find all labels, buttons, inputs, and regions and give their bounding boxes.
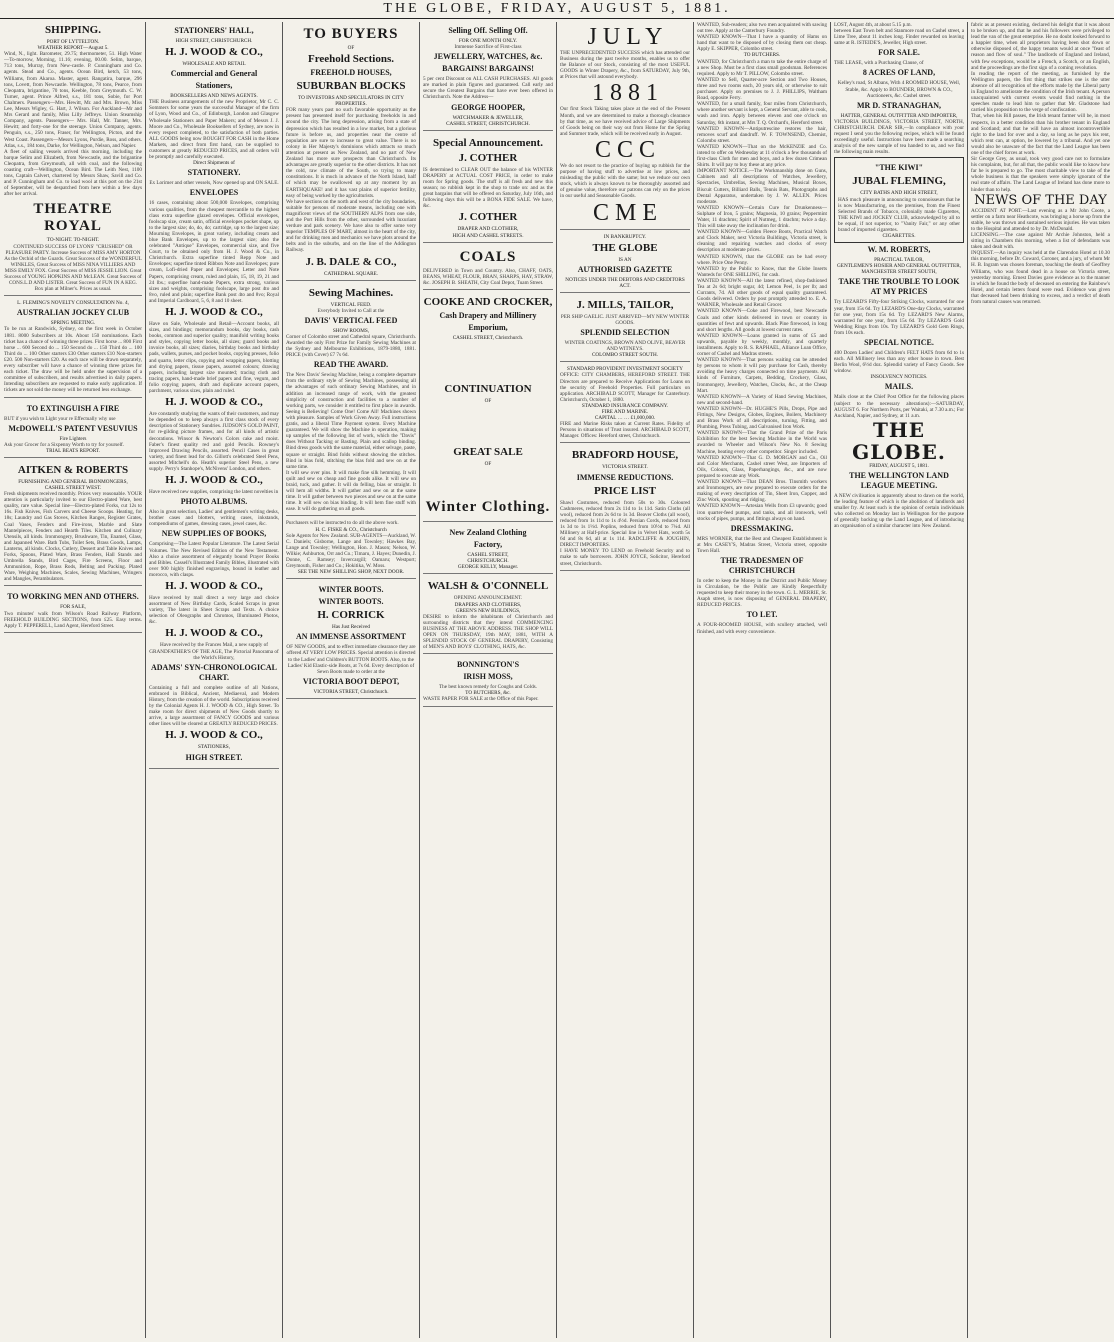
globe-title: THE GLOBE. <box>852 417 946 464</box>
standard-society: STANDARD PROVIDENT INVESTMENT SOCIETY <box>567 366 683 373</box>
working-heading: TO WORKING MEN AND OTHERS. <box>7 592 139 602</box>
stationery-heading: STATIONERY. <box>187 168 241 178</box>
winter-boots: WINTER BOOTS. <box>318 585 384 595</box>
factory-line: Factory, <box>473 540 503 550</box>
continuation-heading: CONTINUATION <box>444 382 532 395</box>
freehold-heading: Freehold Sections. <box>308 53 394 66</box>
wood-heading: H. J. WOOD & CO., <box>165 627 263 640</box>
friday-date: FRIDAY, AUGUST 5, 1881. <box>869 462 929 469</box>
corrick-heading: H. CORRICK <box>317 609 385 622</box>
gazette-line: AUTHORISED GAZETTE <box>577 264 673 274</box>
irish-moss: IRISH MOSS, <box>463 672 513 682</box>
one-month: FOR ONE MONTH ONLY. <box>458 38 518 44</box>
cooke-heading: COOKE AND CROCKER, <box>423 295 553 308</box>
cashel-line: CASHEL STREET WEST. <box>44 484 102 491</box>
dale-heading: J. B. DALE & CO., <box>305 255 397 268</box>
emporium-line: Emporium, <box>468 322 508 332</box>
column-5: J U L Y THE UNPRECEDENTED SUCCESS which has attended our Business during the past twelve months, enables us to offer the Balance of our Stock, consisting of the most USEFUL GOODS in Winter Drapery, &c., from SATURDAY, July 9th, at Prices that will astound everybody. 1 8 8 1 Our first Stock Taking takes place at the end of the Present Month, and we are determined to make a thorough clearance by that time, as we have received advice of Large Shipments of Goods being on their way out from Home for the Spring and Summer trade, which will be received early in August. C C C We do not resort to the practice of buying up rubbish for the purpose of having stuff to advertise at low prices, and misleading the public with the same; but we reduce our own stock, which is always known to be thoroughly assorted and of genuine value, therefore our patrons can rely on the prices in our useful and Seasonable Goods. C M E IN BANKRUPTCY. THE GLOBE IS AN AUTHORISED GAZETTE NOTICES UNDER THE DEBTORS AND CREDITORS ACT. J. MILLS, TAILOR, PER SHIP GAELIC. JUST ARRIVED—MY NEW WINTER GOODS. SPLENDID SELECTION WINTER COATINGS, BROWN AND OLIVE, BEAVER AND WITNEYS. COLOMBO STREET SOUTH. STANDARD PROVIDENT INVESTMENT SOCIETY OFFICE: CITY CHAMBERS, HEREFORD STREET. THE Directors are prepared to Receive Applications for Loans on the security of Freehold Properties. Full particulars on application. ARCHIBALD SCOTT, Manager for Canterbury. Christchurch, October 1, 1880. STANDARD INSURANCE COMPANY. FIRE AND MARINE. CAPITAL … … £1,000,000. FIRE and Marine Risks taken at Current Rates. Fidelity of Persons in situations of Trust insured. ARCHIBALD SCOTT, Manager. Offices: Hereford street, Christchurch. BRADFORD HOUSE, VICTORIA STREET. IMMENSE REDUCTIONS. PRICE LIST Shawl Costumes, reduced from 50s to 30s. Coloured Cashmeres, reduced from 2s 11d to 1s 11d. Satin Cloths (all wool), reduced from 2s 6d to 1s 3d. Beaver Cloths (all wool), reduced from 1s 11d to 1s 4½d. Persian Cords, reduced from 1s 3d to 1s 1½d. Poplins, reduced from 10½d to 7¼d. All Millinery at Half-price. Special line in Velvet Hats, worth 5s 6d and 8s 6d, all at 1s 11d. RADCLIFFE & JOUGHIN, DIRECT IMPORTERS. I HAVE MONEY TO LEND on Freehold Security and to make to safe borrowers. JOHN JOYCE, Solicitor, Hereford street, Christchurch. <box>560 22 690 1338</box>
tradesmen-heading: THE TRADESMEN OF CHRISTCHURCH <box>720 555 804 575</box>
column-3: TO BUYERS OF Freehold Sections. FREEHOLD HOUSES, SUBURBAN BLOCKS TO INVESTORS AND SPECULATORS IN CITY PROPERTIES. FOR many years past no such favorable opportunity as the present has presented itself for purchasing freeholds in and around the city. The long depression, arising from a state of depression which has resulted in a low market, but a glorious future is before us, and properties near the centre of population are sure to increase to great value. There is no colony in Her Majesty's dominions which attracts so much attention at present as New Zealand, and no part of New Zealand has more sure prospects than Christchurch. Its advantages are greatly superior to the other districts. It has not the cold, raw climate of the South, so trying to many constitutions. It is much in advance of the North Island, half of which may be swallowed up at any moment by an EARTHQUAKE! and it has vast plains of superior fertility, easy of being worked by the agriculturists. We have sections on the north and west of the city boundaries, suitable for persons of moderate means, including one with magnificent views of the SOUTHERN ALPS from one side, and the Port Hills from the other, surrounded with luxuriant verdure and park scenery. We have also to offer some very superior TEMPLES OF MART, almost in the heart of the city, and for drinking men and mechanics we have plots around the belts and in the suburbs, and on the line of the Addington Railway. J. B. DALE & CO., CATHEDRAL SQUARE. Sewing Machines. VERTICAL FEED. Everybody Invited to Call at the DAVIS' VERTICAL FEED SHOW ROOMS, Corner of Colombo street and Cathedral square, Christchurch. Awarded the only First Prize for Family Sewing Machines at the Sydney and Melbourne Exhibitions, 1879-1880, 1881. PRICE (with Cover) £7 7s 6d. READ THE AWARD. The New Davis' Sewing Machine, being a complete departure from the ordinary style of Sewing Machines, possessing all the advantages of such ordinary Sewing Machines, and in addition an increased range of work, with the greatest simplicity of construction and facilities to a number of working parts, we consider it entitled to first place in awards. Seeing is Believing! Come One! Come All! Machines shown with pleasure. Samples of Work Given Away. Full instructions gratis, and a liberal Time Payment system. Every Machine guaranteed. We will show the Machine in operation, making up samples of the following list of work, which the "Davis" does Without Tacking or Basting. Plain and scallop binding. Bind dress goods with the same material, either selvage, paste, square or straight. Bind folds without showing the stitches. Bind in bias fold, stitching the bias fold and sew on at the same time. It will sew over pins. It will make fine silk hemming. It will quilt and sew on cheap and fine goods alike. It will sew on braid, tuck, and gather. It will do felling, bias or straight. It will hem all widths. It will gather and sew on at the same time. It will gather between two pieces and sew on at the same time. It will sew on bias binding. It will hem fine stuff with ease. It will do gathering on all goods. Purchasers will be instructed to do all the above work. H. C. FISKE & CO., Christchurch Sole Agents for New Zealand. SUB-AGENTS—Auckland, W. C. Daniels; Gisborne, Lange and Townley; Hawkes Bay, Lange and Townley; Wellington, Hon. J. Mason; Nelson, W. Wilkie; Ashburton, Orr and Co.; Timaru, J. Hayes; Dunedin, J. Donne, C. Ramsey; Invercargill; Oamaru; Westport; Greymouth, Fisher and Co.; Hokitika, W. Moss. SEE THE NEW SHILLING SHOP, NEXT DOOR. WINTER BOOTS. WINTER BOOTS. H. CORRICK Has Just Received AN IMMENSE ASSORTMENT OF NEW GOODS, and to effect immediate clearance they are offered AT VERY LOW PRICES. Special attention is directed to the Ladies' and Children's BUTTON BOOTS. Also, to the Ladies' Kid Elastic-side Boots, at 7s 6d. Every description of Sewn Boots made to order at the VICTORIA BOOT DEPOT, VICTORIA STREET, Christchurch. <box>286 22 416 1338</box>
coals-heading: COALS <box>459 248 517 265</box>
globe-heading: THE GLOBE <box>592 241 658 254</box>
wood-heading: H. J. WOOD & CO., <box>165 474 263 487</box>
high-street: HIGH STREET, CHRISTCHURCH. <box>175 38 253 44</box>
colombo-south: COLOMBO STREET SOUTH. <box>591 352 659 359</box>
insurance-company: STANDARD INSURANCE COMPANY. <box>581 402 669 409</box>
stationers-line: Stationers, <box>195 81 233 91</box>
mails-heading: MAILS. <box>884 382 914 392</box>
special-notice: SPECIAL NOTICE. <box>864 338 934 347</box>
cother-heading: J. COTHER <box>458 151 518 164</box>
theatre-heading: THEATRE ROYAL <box>33 201 113 235</box>
davis-heading: DAVIS' VERTICAL FEED <box>304 315 398 325</box>
commercial-line: Commercial and General <box>170 69 258 79</box>
christchurch-line: CHRISTCHURCH. <box>467 558 509 565</box>
winter-clothing: Winter Clothing. <box>425 499 551 516</box>
jubal-heading: JUBAL FLEMING, <box>852 175 946 188</box>
walsh-heading: WALSH & O'CONNELL <box>427 580 549 593</box>
notices-line: NOTICES UNDER THE DEBTORS AND CREDITORS ACT. <box>565 276 685 289</box>
furnishing-line: FURNISHING AND GENERAL IRONMONGERS, <box>18 478 128 485</box>
fire-lighters: Fire Lighters <box>59 435 87 442</box>
shipping-text: Wind, N., light. Barometer, 29.75; thermometer, 51. High Water—To-morrow, Morning, 11.16; evening, 00.00. Selim, barque, 713 tons, Murray, from New-castle. P. Cunningham and Co. agents. Stead and Co., agents. Ocean Bird, ketch, 53 tons, Williams, from Akaroa. Master, agent. Rangatira, barque, 296 tons, Lovett, from Newcastle. Wellington, 78 tons, Pearce, from Cleopatra, brigantine, 70 tons, Keeble, from Greymouth. C. W. Turner, agent. Prince Alfred, s.s., 181 tons, Sobie, for Port Chalmers. Passengers—Mrs. Hewitt, Mr. and Mrs. Brown, Miss Lee, Messrs Wigley, G. Hart, J. Wilson. For Auckland—Mr and Mrs Gerard and family, Miss Lilly Jeffreys. Union Steamship Company, agents. Passengers— Mrs. Hall, Mr. Tanner, Mrs. Hewitt; and forty-one for the steerage. Union Company, agents. Penguin, s.s., 250 tons, Fraser, for Wellington, Picton, and the West Coast. Passengers—Messrs Lyons, Purdie, Ross, and others. Atlas, s.s., 184 tons, Darke, for Wellington, Nelson, and Napier. <box>4 51 142 149</box>
houses-heading: FREEHOLD HOUSES, <box>310 68 392 78</box>
bradford-heading: BRADFORD HOUSE, <box>571 449 679 462</box>
lost-notice: LOST, August 4th, at about 5.15 p.m. <box>834 22 912 28</box>
adams-heading: ADAMS' SYN-CHRONOLOGICAL CHART. <box>150 662 277 682</box>
masthead: THE GLOBE, FRIDAY, AUGUST 5, 1881. <box>0 0 1114 19</box>
immense-line: AN IMMENSE ASSORTMENT <box>296 632 406 642</box>
wood-heading: H. J. WOOD & CO., <box>165 46 263 59</box>
showrooms-line: SHOW ROOMS, <box>332 327 370 334</box>
column-7: LOST, August 4th, at about 5.15 p.m. between East Town belt and Stanmore road on Cashel street, a Lime Tree, about 11 inches long. Finder rewarded on leaving same at R. ISTEIDE'S, Jeweller, High street. FOR SALE. THE LEASE, with a Purchasing Clause, of 8 ACRES OF LAND, Kelley's road, St Albans, With 4 ROOMED HOUSE, Well, Stable, &c. Apply to BOUNDER, BROWN & CO., Auctioneers, &c. Cashel street. MR D. STRANAGHAN, HATTER, GENERAL OUTFITTER AND IMPORTER, VICTORIA BUILDINGS, VICTORIA STREET, NORTH, CHRISTCHURCH. DEAR SIR,—In compliance with your request I send you the following recipes, which will be found exceedingly useful. Instructions have been made a searching analysis of the new sample of tea handed to us, and we find the following main results. "THE KIWI" JUBAL FLEMING, CITY BATHS AND HIGH STREET, HAS much pleasure in announcing to connoisseurs that he is now Manufacturing, on the premises, from the Finest Selected Brands of Tobacco, colonially made Cigarettes, THE KIWI and JOCKEY CLUB, acknowledged by all to be equal, if not superior, to "Vanity Fair," or any other brand of imported cigarettes. CIGARETTES. W. M. ROBERTS, PRACTICAL TAILOR, GENTLEMEN'S HOSIER AND GENERAL OUTFITTER, MANCHESTER STREET SOUTH, TAKE THE TROUBLE TO LOOK AT MY PRICES Try LEZARD'S Fifty-four Striking Clocks, warranted for one year, from 15s 6d. Try LEZARD'S One-day Clocks, warranted for one year, from 15s 6d. Try LEZARD'S New Alarms, warranted for one year, from 15s 6d. Try LEZARD'S Gold Wedding Rings from 10s. Try LEZARD'S Gold Gem Rings, from 10s each. SPECIAL NOTICE. 400 Dozen Ladies' and Children's FELT HATS from 6d to 1s each. All Millinery less than any other house in town. Best Berlin Wool, 6½d doz. Splendid variety of Fancy Goods. See window. INSOLVENCY NOTICES. MAILS. Mails close at the Chief Post Office for the following places (subject to the necessary alterations):—SATURDAY, AUGUST 6. For Northern Ports, per Waitaki, at 7.30 a.m.; For Auckland, Napier, and Sydney, at 11 a.m. THE GLOBE. FRIDAY, AUGUST 5, 1881. THE WELLINGTON LAND LEAGUE MEETING. A NEW civilisation is apparently about to dawn on the world, the leading feature of which is the abolition of landlords and smaller fry. At least such is the opinion of certain individuals who collected on Monday last in Wellington for the purpose of generally backing up the Land League, and of introducing an organisation of a similar character into New Zealand. <box>834 22 964 530</box>
column-6: WANTED, Sub-readers; also two men acquainted with sawing out tree. Apply at the Canterbury Foundry. WANTED KNOWN—That I have a quantity of Hams on hand that want to be disposed of by closing them out cheap. Apply E. SKIPPER, Colombo street. TO BUTCHERS. WANTED, for Christchurch a man to take the entire charge of a new Shop. Must be a first class small goodsman. References required. Apply to Mr T. PILLOW, Colombo street. WANTED to Sell, Quarter-acre Section and Two Houses, three and two rooms each, 20 years old, or otherwise to suit purchaser. Apply on premises to J. J. PHILLIPS, Waltham Road, opposite Ferry. WANTED, for a small family, four miles from Christchurch, where another servant is kept, a General Servant, able to cook, wash and iron. Apply between eleven and one o'clock on Saturday, 6th instant, at Mrs T. Q. Orchard's, Hereford street. WANTED KNOWN—Antiputrescine restores the hair, removes scurf and dandruff. W. F. TOWNSEND, Chemist, Colombo street. WANTED KNOWN—That on the McKENZIE and Co. intend to offer on Wednesday at 11 o'clock a few thousands of first-class Cloth for men and boys, and a few dozen Crimean Shirts. It will pay to buy these at any price. IMPORTANT NOTICE.—The Workmanship done on Guns, Cabinets and all descriptions of Watches, Jewellery, Spectacles, Umbrellas, Sewing Machines, Musical Boxes, Biscuit Cutters, Billiard Balls, Tennis Bats, Photographs and Dental Apparatus, undertaken by J. W. ALLEN. Prices moderate. WANTED KNOWN—Certain Cure for Drunkenness—Sulphate of Iron, 5 grains; Magnesia, 10 grains; Peppermint Water, 11 drachms; Spirit of Nutmeg, 1 drachm; twice a day. This will take away the inclination for drink. WANTED KNOWN—Golden Fleece Boots, Practical Watch and Clock Maker, next Victoria Buildings, Victoria street, is cleaning and repairing watches and clocks of every description at moderate prices. WANTED KNOWN, that the GLOBE can be had every where. Price One Penny. WANTED by the Public to Know, that the Globe Inserts Wanteds for ONE SHILLING, for cash. WANTED KNOWN—All the latest refined, shop-fashioned Tea at 2s 6d; bright sugar, 4d; Lemon Peel, 1s per lb; and Currants, 7d. All other goods of equal quality guaranteed. Goods delivered. Orders by post promptly attended to. E. A. WARNER, Wholesale and Retail Grocer. WANTED KNOWN—Coke and Firewood, best Newcastle Coals and other kinds delivered in town or country in quantities of fewt and upwards. Black Pine firewood, in long and short lengths. All goods at lowest current rates. WANTED KNOWN—Loans granted in sums of £5 and upwards, payable by weekly, monthly, and quarterly installments. Apply to R. S. RAPHAEL, Alliance Loan Office, corner of Cashel and Madras streets. WANTED KNOWN—That persons waiting can be attended by persons to whom it will pay purchase for Cash, thereby avoiding the heavy charges connected on time payments. All kinds of Furniture, Carpets, Bedding, Crockery, Glass, Ironmongery, Jewellery, Watches, Clocks, &c., at the Cheap Mart. WANTED KNOWN—A Variety of Hand Sewing Machines, new and second-hand. WANTED KNOWN—Dr. HUGHE'S Pills, Drops, Pipe and Fittings, New Designs, Globes, Engines, Boilers, Machinery and Brass Work of all descriptions, turning, Fitting, and Plumbing, Press Tubing, and Galvanised Iron Work. WANTED KNOWN—That the Grand Prize of the Paris Exhibition for the best Sewing Machine in the World was awarded to Wheeler and Wilson's New No. 8 Sewing Machine, beating every other competitor. Singer included. WANTED KNOWN—That G. D. MORGAN and Co., Oil and Color Merchants, Cashel street West, are Importers of Oils, Colours, Glass, Paperhangings, &c., and are now prepared to execute any Work. WANTED KNOWN—That DEAN Bros. Tinsmith workers and Ironmongers, are now prepared to execute orders for the making of every description of Tin, Sheet Iron, Copper, and Zinc Work, spouting and ridging. WANTED KNOWN—Artesian Wells from £3 upwards; good iron quarter-feed pumps, and tanks, and all ironwork, well stocks of pipes, pumps, and fittings always on hand. DRESSMAKING. MRS WORNER, that the Best and Cheapest Establishment is at Mrs CASEY'S, Madras Street, Victoria street, opposite Town Hall. THE TRADESMEN OF CHRISTCHURCH In order to keep the Money in the District and Public Money in Circulation, be the Public are Kindly Respectfully requested to keep their money in the town. G. L. MERRIE, St. Asaph street, is now disposing of GENERAL DRAPERY, REDUCED PRICES. TO LET. A FOUR-ROOMED HOUSE, with scullery attached, well finished, and with every convenience. <box>697 22 827 635</box>
reductions-line: IMMENSE REDUCTIONS. <box>576 472 674 482</box>
extinguish-heading: TO EXTINGUISH A FIRE <box>26 403 120 413</box>
column-8: fabric as at present existing, declared his delight that it was about to be broken up, and that he and his followers were privileged to lead the van of the great enterprise. He no doubt looked forward to a happier time, when all proprietors having been shot down or otherwise disposed of, the happy tenants would at once "feast of reason and flow of soul." The landlords of England and Ireland, with few exceptions, would be a French, a Scotch, or an English, and the proceedings are the first sign of a coming revolution. In reading the report of the meeting, as furnished by the Wellington papers, the first thing that strikes one is the utter absence of all recognition of the efforts made by the Liberal party in England to ameliorate the condition of the Irish tenant. A person unacquainted with current events would find nothing in the speeches made to lead him to gather that Mr. Gladstone had carried his proposition to the verge of confiscation. That, when his Bill passes, the Irish tenant farmer will be, in most respects, in a better condition than his brother tenant in England and Scotland; and that he will have an almost incontrovertible right to the land for over and a day, so long as he pays his rent, which rent can, at option, be lowered by a tribunal. And yet one would also be unaware of the fact that the Land League has been one of the chief forces at work. Sir George Grey, as usual, took very good care not to formulate his complaints, but, for all that, the public would like to know how far he is prepared to go. The most charitable view to take of the whole business is that the speakers were simply ignorant of the real state of affairs. The Land League of Ireland has done more to hinder than to help. NEWS OF THE DAY ACCIDENT AT PORT.—Last evening as a Mr John Coote, a settler on a farm near Heathcote, was bringing a horse up from the stable, he was thrown and sustained serious injuries. He was taken to the Hospital and attended to by Dr. McDonald. LICENSING.—The case against Mr Archie Johnston, held a sitting in Chambers this morning, when a list of defendants was taken and dealt with. INQUEST.—An inquiry was held at the Clarendon Hotel at 10.30 this morning, before Dr. Coward, Coroner, and a jury, of whom Mr H. B. Ingram was chosen foreman, touching the death of Geoffrey Williams, who was found dead in a house on Victoria street, yesterday morning. Ernest Davies gave evidence as to the manner in which he found the body of deceased on entering the Rainbow's Hotel, and certain letters found were read. Evidence was given that deceased had been drinking to excess, and a verdict of death from natural causes was returned. <box>971 22 1110 306</box>
drapers-line: DRAPERS AND CLOTHIERS, <box>454 601 522 608</box>
aitken-heading: AITKEN & ROBERTS <box>17 463 129 476</box>
great-sale-heading: GREAT SALE <box>453 446 523 459</box>
trial-report: TRIAL BEATS REPORT. <box>45 447 100 454</box>
lease-line: THE LEASE, with a Purchasing Clause, of <box>834 60 924 67</box>
wood-heading: H. J. WOOD & CO., <box>165 729 263 742</box>
kiwi-heading: "THE KIWI" <box>874 163 924 173</box>
high-street-footer: HIGH STREET. <box>185 752 243 762</box>
mcdowell-heading: McDOWELL'S PATENT VESUVIUS <box>8 423 138 433</box>
consultation-heading: L. FLEMING'S NOVELTY CONSULTATION No. 4, <box>17 300 129 307</box>
port-heading: PORT OF LYTTELTON. <box>46 39 100 45</box>
victoria-street: VICTORIA STREET. <box>602 464 648 471</box>
to-let: TO LET. <box>746 610 778 620</box>
gents-line: GENTLEMEN'S HOSIER AND GENERAL OUTFITTER, <box>837 263 961 270</box>
read-award: READ THE AWARD. <box>313 360 389 370</box>
wood-heading: H. J. WOOD & CO., <box>165 396 263 409</box>
news-heading: NEWS OF THE DAY <box>974 192 1107 208</box>
victoria-depot: VICTORIA BOOT DEPOT, <box>302 676 400 686</box>
investors-line: TO INVESTORS AND SPECULATORS IN CITY PROPERTIES. <box>298 95 404 108</box>
year-heading: 1 8 8 1 <box>592 80 658 107</box>
selling-off: Selling Off. Selling Off. <box>448 26 528 35</box>
bankruptcy: IN BANKRUPTCY. <box>603 233 647 240</box>
practical-line: PRACTICAL TAILOR, <box>874 257 924 264</box>
vertical-line: VERTICAL FEED. <box>330 301 372 308</box>
wood-heading: H. J. WOOD & CO., <box>165 306 263 318</box>
column-4: Selling Off. Selling Off. FOR ONE MONTH ONLY. Immense Sacrifice of First-class JEWELLERY, WATCHES, &c. BARGAINS! BARGAINS! 5 per cent Discount on ALL CASH PURCHASES. All goods are marked in plain figures and guaranteed. Call early and secure the Greatest Bargains that have ever been offered in Christchurch. Note the Address— GEORGE HOOPER, WATCHMAKER & JEWELLER, CASHEL STREET, CHRISTCHURCH. Special Announcement. J. COTHER IS determined to CLEAR OUT the balance of his WINTER DRAPERY at ACTUAL COST PRICE, in order to make room for Spring goods. The stuff is all fresh and new this season; no rubbish kept in the shop to trade on: and as the great bargains that will be offered on Saturday, July 16th, and following days this will be a BONA FIDE SALE. We have, &c. J. COTHER DRAPER AND CLOTHIER, HIGH AND CASHEL STREETS. COALS DELIVERED in Town and Country. Also, CHAFF, OATS, BEANS, WHEAT, FLOUR, BRAN, SHARPS, HAY, STRAW, &c. JOSEPH B. SHEATH, City Coal Depot, Tuam Street. COOKE AND CROCKER, Cash Drapery and Millinery Emporium, CASHEL STREET, Christchurch. CONTINUATION OF GREAT SALE OF Winter Clothing. New Zealand Clothing Factory, CASHEL STREET, CHRISTCHURCH. GEORGE KELLY, Manager. WALSH & O'CONNELL OPENING ANNOUNCEMENT. DRAPERS AND CLOTHIERS, GREEN'S NEW BUILDINGS, DESIRE to inform the inhabitants of Christchurch and surrounding districts that they intend COMMENCING BUSINESS AT THE ABOVE ADDRESS. THE SHOP WILL OPEN ON THURSDAY, 19th MAY, 1881, WITH A SPLENDID STOCK OF GENERAL DRAPERY, Consisting of MEN'S AND BOYS' CLOTHING, HATS, &c. BONNINGTON'S IRISH MOSS, The best known remedy for Coughs and Colds. TO BUTCHERS, &c. WASTE PAPER FOR SALE at the Office of this Paper. <box>423 22 553 1338</box>
column-rule <box>556 22 557 1338</box>
shipping-heading: SHIPPING. <box>45 24 101 36</box>
watchmaker-line: WATCHMAKER & JEWELLER, <box>452 114 524 121</box>
column-rule <box>830 22 831 1338</box>
mills-heading: J. MILLS, TAILOR, <box>576 298 674 311</box>
stanghan-heading: MR D. STRANAGHAN, <box>857 100 941 110</box>
july-heading: J U L Y <box>587 24 663 50</box>
spring-meeting: SPRING MEETING. <box>50 320 96 327</box>
cother-heading: J. COTHER <box>458 211 518 224</box>
nz-clothing: New Zealand Clothing <box>449 528 527 538</box>
cashel-street: CASHEL STREET, <box>467 552 509 559</box>
fire-marine: FIRE AND MARINE. <box>601 409 649 415</box>
hooper-heading: GEORGE HOOPER, <box>451 102 525 112</box>
insolvency-notices: INSOLVENCY NOTICES. <box>870 374 928 381</box>
trouble-heading: TAKE THE TROUBLE TO LOOK AT MY PRICES <box>838 277 960 297</box>
manchester-line: MANCHESTER STREET SOUTH, <box>861 269 937 276</box>
bargains-line: BARGAINS! BARGAINS! <box>442 64 534 74</box>
winter-boots: WINTER BOOTS. <box>318 597 384 607</box>
cigarettes-line: CIGARETTES. <box>882 233 916 240</box>
special-announcement: Special Announcement. <box>432 136 543 149</box>
column-rule <box>282 22 283 1338</box>
land-league: THE WELLINGTON LAND LEAGUE MEETING. <box>849 470 949 490</box>
pratt-heading: W. M. ROBERTS, <box>867 245 931 255</box>
draper-line: DRAPER AND CLOTHIER, <box>457 226 519 233</box>
tonight-text: TO-NIGHT. TO-NIGHT. <box>46 237 100 244</box>
suburban-heading: SUBURBAN BLOCKS <box>296 80 406 93</box>
wholesale-line: WHOLESALE AND RETAIL <box>182 61 246 68</box>
column-rule <box>145 22 146 1338</box>
kelly-line: GEORGE KELLY, Manager. <box>457 564 519 571</box>
photo-heading: PHOTO ALBUMS. <box>180 497 248 507</box>
dressmaking-heading: DRESSMAKING. <box>730 523 794 533</box>
books-heading: NEW SUPPLIES OF BOOKS, <box>161 529 267 539</box>
column-rule <box>419 22 420 1338</box>
buyers-heading: TO BUYERS <box>303 26 399 42</box>
stationers-heading: STATIONERS' HALL, <box>174 26 254 35</box>
shipping-text: A fleet of sailing vessels arrived this morning, including the barque Selim and Elizabeth, from Newcastle, and the brigantine Cleopatra, from Greymouth, all with coal, and the following coasting craft—Wellington, Ocean Bird. The Leith Nest, 1100 tons, Captain Calvert, chartered by Messrs Shaw, Savill and Co. and P. Cunningham and Co. to load wool at this port on the 21st of September, will be despatched from here within a few days after her arrival. <box>4 148 142 198</box>
jewellery-line: JEWELLERY, WATCHES, &c. <box>433 52 543 62</box>
capital-line: CAPITAL … … £1,000,000. <box>594 415 656 422</box>
bonnington-heading: BONNINGTON'S <box>456 660 520 670</box>
greens-line: GREEN'S NEW BUILDINGS, <box>455 607 521 614</box>
price-list: PRICE LIST <box>593 484 657 497</box>
of-word: OF <box>347 45 355 51</box>
to-butchers: TO BUTCHERS, &c. <box>465 690 511 697</box>
four-roomed-house: A FOUR-ROOMED HOUSE, with scullery attached, well finished, and with every convenience. <box>697 622 827 635</box>
column-2: STATIONERS' HALL, HIGH STREET, CHRISTCHURCH. H. J. WOOD & CO., WHOLESALE AND RETAIL Commercial and General Stationers, BOOKSELLERS AND NEWS AGENTS. THE Business arrangements of the new Proprietor, Mr C. C. Sommers for some years the successful Manager of the firm of Lyon, Wood and Co., of Edinburgh, London and Glasgow Wholesale Stationers and Paper Makers; and of Messrs J. J. Moore and Co., Wholesale Booksellers of Sydney, are now in every respect completed, to the satisfaction of both parties. ALL GOODS being now BOUGHT FOR CASH in the Home Markets, and direct from first hand, can be supplied to customers at greatly REDUCED PRICES, and all orders will be promptly and carefully executed. Direct Shipments of STATIONERY. Ex Lorimer and other vessels, Now opened up and ON SALE. ENVELOPES 16 cases, containing about 500,000 Envelopes, comprising various qualities, from the cheapest mercantile to the highest class extra superfine glazed envelopes. Official envelopes, foolscap size, cream satin, official envelopes pocket shape, up to the largest size; do, do, do; cartridge, up to the largest size; Mourning Envelopes, in great variety, including cream and blue Bank Envelopes, up to the largest size; also the celebrated "Antique" Envelopes, commercial size, and five Court, to be obtained only from H. J. Wood & Co., in Christchurch. Extra superfine tinted Repp Note and Envelopes; superfine tinted Ribbon Note and Envelopes; pure cream, Lofi-dried Paper and Envelopes; Letter and Note Papers, comprising cream, ruled and plain, 15, 18, 19, 21 and 24 lbs.; superfine hand-made Papers, extra strong, various sizes and weights, comprising foolscape, large post 4to and 8vo, ruled and plain; superfine Bank post 4to and 8vo; Royal and Imperial Cardboard, 5, 6, 8 and 10 sheet. H. J. WOOD & CO., Have on Sale, Wholesale and Retail—Account books, all sizes, and bindings; memorandum books, day books, cash books, common and superior quality; manifold writing books and styles, copying letter books, all sizes; guard books and invoice books, all sizes; diaries, birthday books and birthday pads, wallets, purses, and pocket books, copying presses, folio and quarto, letter clips, copying and wrapping papers, blotting and drying papers, tissue papers, assorted colours; drawing papers, including largest size mounted; tracing cloth and tracing papers, hand-made brief papers and fine, vegum, and folio copying papers, draft and duplicate account papers, parchment, various sizes, plain and ruled. H. J. WOOD & CO., Are constantly studying the wants of their customers, and may be depended on to keep always a first class stock of every description of Stationery Sundries. JUDSON'S GOLD PAINT, for re-gilding picture frames, and for all kinds of artistic decorations. Winsor & Newton's Colors cake and moist. Faber's finest quality red and gold Pencils. Rowney's Improved Drawing Pencils, assorted. Pencil Cases in great variety, and finest lead for do. Gillott's celebrated Steel Pens, assorted Mitchell's do. Heath's superior Steel Pens, a new supply. Perry's Stanhope's, McNivens' London, and others. H. J. WOOD & CO., Have received new supplies, comprising the latest novelties in PHOTO ALBUMS. Also in great selection, Ladies' and gentlemen's writing desks, brother cases and blotters, writing cases, inkstands, compendiums of games, dressing cases, jewel cases, &c. NEW SUPPLIES OF BOOKS, Comprising—The Latest Popular Literature. The Latest Serial Volumes. The New Revised Edition of the New Testament. Also a choice assortment of elegantly bound Prayer Books and Bibles. Cassell's Illustrated Family Bibles, illustrated with over 900 highly finished engravings, bound in leather and morocco, with clasps. H. J. WOOD & CO., Have received by mail direct a very large and choice assortment of New Birthday Cards, Scaled Scraps in great variety, The latest in Sheet Scraps and Texts. A choice selection of Oleographs and Chromos, Illuminated Photos, &c. H. J. WOOD & CO., Have received by the Frances Mail, a new supply of GRANDFATHER'S OF THE AGE, The Pictorial Panorama of the World's History, ADAMS' SYN-CHRONOLOGICAL CHART. Containing a full and complete outline of all Nations, embraced in Biblical, Ancient, Mediaeval, and Modern History, from the creation of the world. Subscriptions received by the Colonial Agents H. J. WOOD & CO., High Street. To make room for direct shipments of New Goods shortly to arrive, a large assortment of FANCY GOODS and various other lines will be cleared at GREATLY REDUCED PRICES. H. J. WOOD & CO., STATIONERS, HIGH STREET. <box>149 22 279 1338</box>
city-baths: CITY BATHS AND HIGH STREET, <box>860 190 938 197</box>
sewing-heading: Sewing Machines. <box>308 286 394 299</box>
for-sale-heading: FOR SALE. <box>878 48 920 58</box>
envelopes-heading: ENVELOPES <box>189 188 239 198</box>
acres-heading: 8 ACRES OF LAND, <box>862 68 936 78</box>
cme-emblem: C M E <box>592 199 657 226</box>
ccc-emblem: C C C <box>594 136 656 163</box>
column-1: SHIPPING. PORT OF LYTTELTON. WEATHER REPORT—August 5. Wind, N., light. Barometer, 29.75; thermometer, 51. High Water—To-morrow, Morning, 11.16; evening, 00.00. Selim, barque, 713 tons, Murray, from New-castle. P. Cunningham and Co. agents. Stead and Co., agents. Ocean Bird, ketch, 53 tons, Williams, from Akaroa. Master, agent. Rangatira, barque, 296 tons, Lovett, from Newcastle. Wellington, 78 tons, Pearce, from Cleopatra, brigantine, 70 tons, Keeble, from Greymouth. C. W. Turner, agent. Prince Alfred, s.s., 181 tons, Sobie, for Port Chalmers. Passengers—Mrs. Hewitt, Mr. and Mrs. Brown, Miss Lee, Messrs Wigley, G. Hart, J. Wilson. For Auckland—Mr and Mrs Gerard and family, Miss Lilly Jeffreys. Union Steamship Company, agents. Passengers— Mrs. Hall, Mr. Tanner, Mrs. Hewitt; and forty-one for the steerage. Union Company, agents. Penguin, s.s., 250 tons, Fraser, for Wellington, Picton, and the West Coast. Passengers—Messrs Lyons, Purdie, Ross, and others. Atlas, s.s., 184 tons, Darke, for Wellington, Nelson, and Napier. A fleet of sailing vessels arrived this morning, including the barque Selim and Elizabeth, from Newcastle, and the brigantine Cleopatra, from Greymouth, all with coal, and the following coasting craft—Wellington, Ocean Bird. The Leith Nest, 1100 tons, Captain Calvert, chartered by Messrs Shaw, Savill and Co. and P. Cunningham and Co. to load wool at this port on the 21st of September, will be despatched from here within a few days after her arrival. THEATRE ROYAL TO-NIGHT. TO-NIGHT. CONTINUED SUCCESS OF LYONS' "CRUSHED" OR PLEASURE PARTY. Increase Success of MISS AMY HORTON As the Orchid of the Guards. Great Success of the WONDERFUL WINKLES, Great Success of MISS NINA VILLIERS AND MISS EMILY FOX. Great Success of MISS JESSIE LION. Great Success of YOUNG HOPKINS AND McLEAN. Great Success of CONS.L.D AND LISTER. Great Success of FUN IN A KEG. Box plan at Milner's. Prices as usual. L. FLEMING'S NOVELTY CONSULTATION No. 4, AUSTRALIAN JOCKEY CLUB SPRING MEETING. To be run at Randwick, Sydney, on the first week in October 1881. 8000 Subscribers at 10s. About 150 nominations. Each ticket has a chance of winning three prizes. First horse ... 800 First horse ... 600 Second do ... 150 Second do ... 150 Third do ... 100 Third do ... 100 Other starters £30 Other starters £10 Non-starters £20. 500 Non-starters £20. As each race will be drawn separately, every subscriber will have a chance of winning three prizes for each ticket. The draw will be held under the supervision of a committee of subscribers, and results advertised in daily papers. Intending subscribers are requested to make early application. If tickets are not sold the money will be returned less exchange. TO EXTINGUISH A FIRE BUT if you wish to Light your re Effectually why use McDOWELL'S PATENT VESUVIUS Fire Lighters Ask your Grocer for a Sixpenny Worth to try for yourself. TRIAL BEATS REPORT. AITKEN & ROBERTS FURNISHING AND GENERAL IRONMONGERS, CASHEL STREET WEST. Fresh shipments received monthly. Prices very reasonable. YOUR attention is particularly invited to our Electro-plated Ware, best quality, rare value. Special line—Electro-plated Forks, cut 12s to 16s. Fish Knives, Fish Carvers and Cheese Scoops. Heating, for 18s; Laundry and Gas Stoves, Kitchen Ranges, Register Grates, Coal Vases, Fenders and Fire-irons, Marble and Slate Mantelpieces, Fenders and Hearth Tiles. Kitchen and Culinary Utensils, all kinds. Ironmongery, Brushware, Tin, Enamel, Glass, and Japanned Ware. Bath Tubs, Toilet Sets, Brass Goods, Lamps, Lanterns, all kinds. Clocks, Cutlery, Dessert and Table Knives and Forks, Spoons, Plated Ware, Brass Fenders, Hall Stands and Umbrella Stands, Bird Cages, Fire Screens, Floor and Ammunition, Rope, Brass Rods, Belting and Packing. Plated Ware, Weighing Machines, Scales, Sewing Machines, Wringers and Mangles, Perambulators. TO WORKING MEN AND OTHERS. FOR SALE, Two minutes' walk from Wilson's Road Railway Platform, FREEHOLD BUILDING SECTIONS, from £25. Easy terms. Apply T. PEPPERELL, Land Agent, Hereford Street. <box>4 22 142 1338</box>
weather-report: WEATHER REPORT—August 5. <box>37 45 109 52</box>
splendid-selection: SPLENDID SELECTION <box>580 328 670 338</box>
for-sale: FOR SALE, <box>60 604 86 611</box>
hatter-line: HATTER, GENERAL OUTFITTER AND IMPORTER, <box>840 112 958 119</box>
cathedral-line: CATHEDRAL SQUARE. <box>324 270 378 277</box>
booksellers-line: BOOKSELLERS AND NEWS AGENTS. <box>170 93 258 100</box>
column-rule <box>693 22 694 1338</box>
wood-heading: H. J. WOOD & CO., <box>165 580 263 592</box>
fiske-line: H. C. FISKE & CO., Christchurch <box>315 526 387 533</box>
club-heading: AUSTRALIAN JOCKEY CLUB <box>16 308 130 318</box>
cash-drapery: Cash Drapery and Millinery <box>439 310 537 320</box>
column-rule <box>967 22 968 1338</box>
